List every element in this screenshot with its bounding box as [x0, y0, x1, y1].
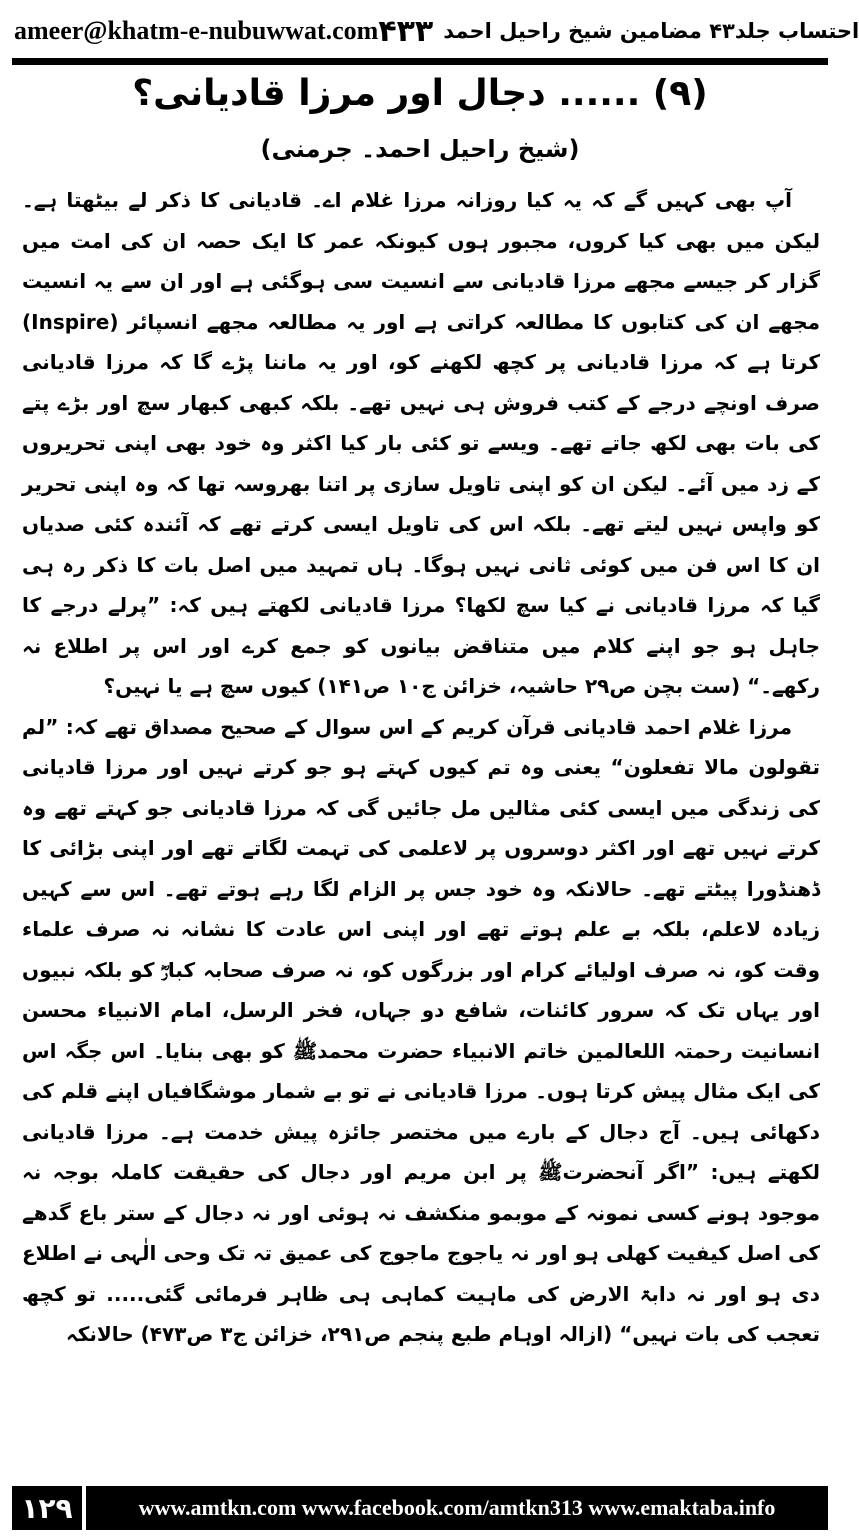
- header-running-head: [378, 14, 859, 49]
- body-paragraph: آپ بھی کہیں گے کہ یہ کیا روزانہ مرزا غلام اے۔ قادیانی کا ذکر لے بیٹھتا ہے۔ لیکن میں بھی کیا کروں، مجبور ہوں کیونکہ عمر کا ایک حصہ ان کی امت میں گزار کر جیسے مجھے مرزا قادیانی سے انسیت سی ہوگئی ہے اور ان سے یہ انسیت مجھے ان کی کتابوں کا مطالعہ کراتی ہے اور یہ مطالعہ مجھے انسپائر (Inspire) کرتا ہے کہ مرزا قادیانی پر کچھ لکھنے کو، اور یہ ماننا پڑے گا کہ مرزا قادیانی صرف اونچے درجے کے کتب فروش ہی نہیں تھے۔ بلکہ کبھی کبھار سچ اور بڑے پتے کی بات بھی لکھ جاتے تھے۔ ویسے تو کئی بار کیا اکثر وہ خود بھی اپنی تحریروں کے زد میں آئے۔ لیکن ان کو اپنی تاویل سازی پر اتنا بھروسہ تھا کہ وہ اپنی تحریر کو واپس نہیں لیتے تھے۔ بلکہ اس کی تاویل ایسی کرتے تھے کہ آئندہ کئی صدیاں ان کا اس فن میں کوئی ثانی نہیں ہوگا۔ ہاں تمہید میں اصل بات کا ذکر رہ ہی گیا کہ مرزا قادیانی نے کیا سچ لکھا؟ مرزا قادیانی لکھتے ہیں کہ: ”پرلے درجے کا جاہل ہو جو اپنے کلام میں متناقض بیانوں کو جمع کرے اور اس پر اطلاع نہ رکھے۔“ (ست بچن ص۲۹ حاشیہ، خزائن ج۱۰ ص۱۴۱) کیوں سچ ہے یا نہیں؟: [22, 188, 820, 698]
- header-page-number: ۴۳۳: [378, 13, 434, 49]
- article-body: [22, 180, 820, 1355]
- header-email: ameer@khatm-e-nubuwwat.com: [14, 16, 379, 45]
- header-divider: [12, 58, 828, 65]
- footer-links: www.amtkn.com www.facebook.com/amtkn313 www.emaktaba.info: [138, 1495, 776, 1520]
- page-header: [14, 6, 859, 56]
- article-title: (۹) ...... دجال اور مرزا قادیانی؟: [132, 73, 708, 114]
- header-running-title: احتساب جلد۴۳ مضامین شیخ راحیل احمد: [443, 19, 859, 43]
- page-footer: [12, 1486, 828, 1530]
- footer-page-number: ۱۲۹: [12, 1486, 86, 1530]
- body-paragraph: مرزا غلام احمد قادیانی قرآن کریم کے اس سوال کے صحیح مصداق تھے کہ: ”لم تقولون مالا تفعلون“ یعنی وہ تم کیوں کہتے ہو جو کرتے نہیں اور مرزا قادیانی کی زندگی میں ایسی کئی مثالیں مل جائیں گی کہ مرزا قادیانی جو کہتے تھے وہ کرتے نہیں تھے اور اکثر دوسروں پر لاعلمی کی تہمت لگاتے تھے اور اپنی بڑائی کا ڈھنڈورا پیٹتے تھے۔ حالانکہ وہ خود جس پر الزام لگا رہے ہوتے تھے۔ اس سے کہیں زیادہ لاعلم، بلکہ بے علم ہوتے تھے اور اپنی اس عادت کا نشانہ نہ صرف علماء وقت کو، نہ صرف اولیائے کرام اور بزرگوں کو، نہ صرف صحابہ کبارؓ کو بلکہ نبیوں اور یہاں تک کہ سرور کائنات، شافع دو جہاں، فخر الرسل، امام الانبیاء محسن انسانیت رحمتہ اللعالمین خاتم الانبیاء حضرت محمدﷺ کو بھی بنایا۔ اس جگہ اس کی ایک مثال پیش کرتا ہوں۔ مرزا قادیانی نے تو بے شمار موشگافیاں اپنے قلم کی دکھائی ہیں۔ آج دجال کے بارے میں مختصر جائزہ پیش خدمت ہے۔ مرزا قادیانی لکھتے ہیں: ”اگر آنحضرتﷺ پر ابن مریم اور دجال کی حقیقت کاملہ بوجہ نہ موجود ہونے کسی نمونہ کے موبمو منکشف نہ ہوئی اور نہ دجال کے ستر باع گدھے کی اصل کیفیت کھلی ہو اور نہ یاجوج ماجوج کی عمیق تہ تک وحی الٰہی نے اطلاع دی ہو اور نہ دابۃ الارض کی ماہیت کماہی ہی ظاہر فرمائی گئی..... تو کچھ تعجب کی بات نہیں“ (ازالہ اوہام طبع پنجم ص۲۹۱، خزائن ج۳ ص۴۷۳) حالانکہ: [22, 714, 820, 1346]
- article-author: (شیخ راحیل احمد۔ جرمنی): [260, 135, 580, 163]
